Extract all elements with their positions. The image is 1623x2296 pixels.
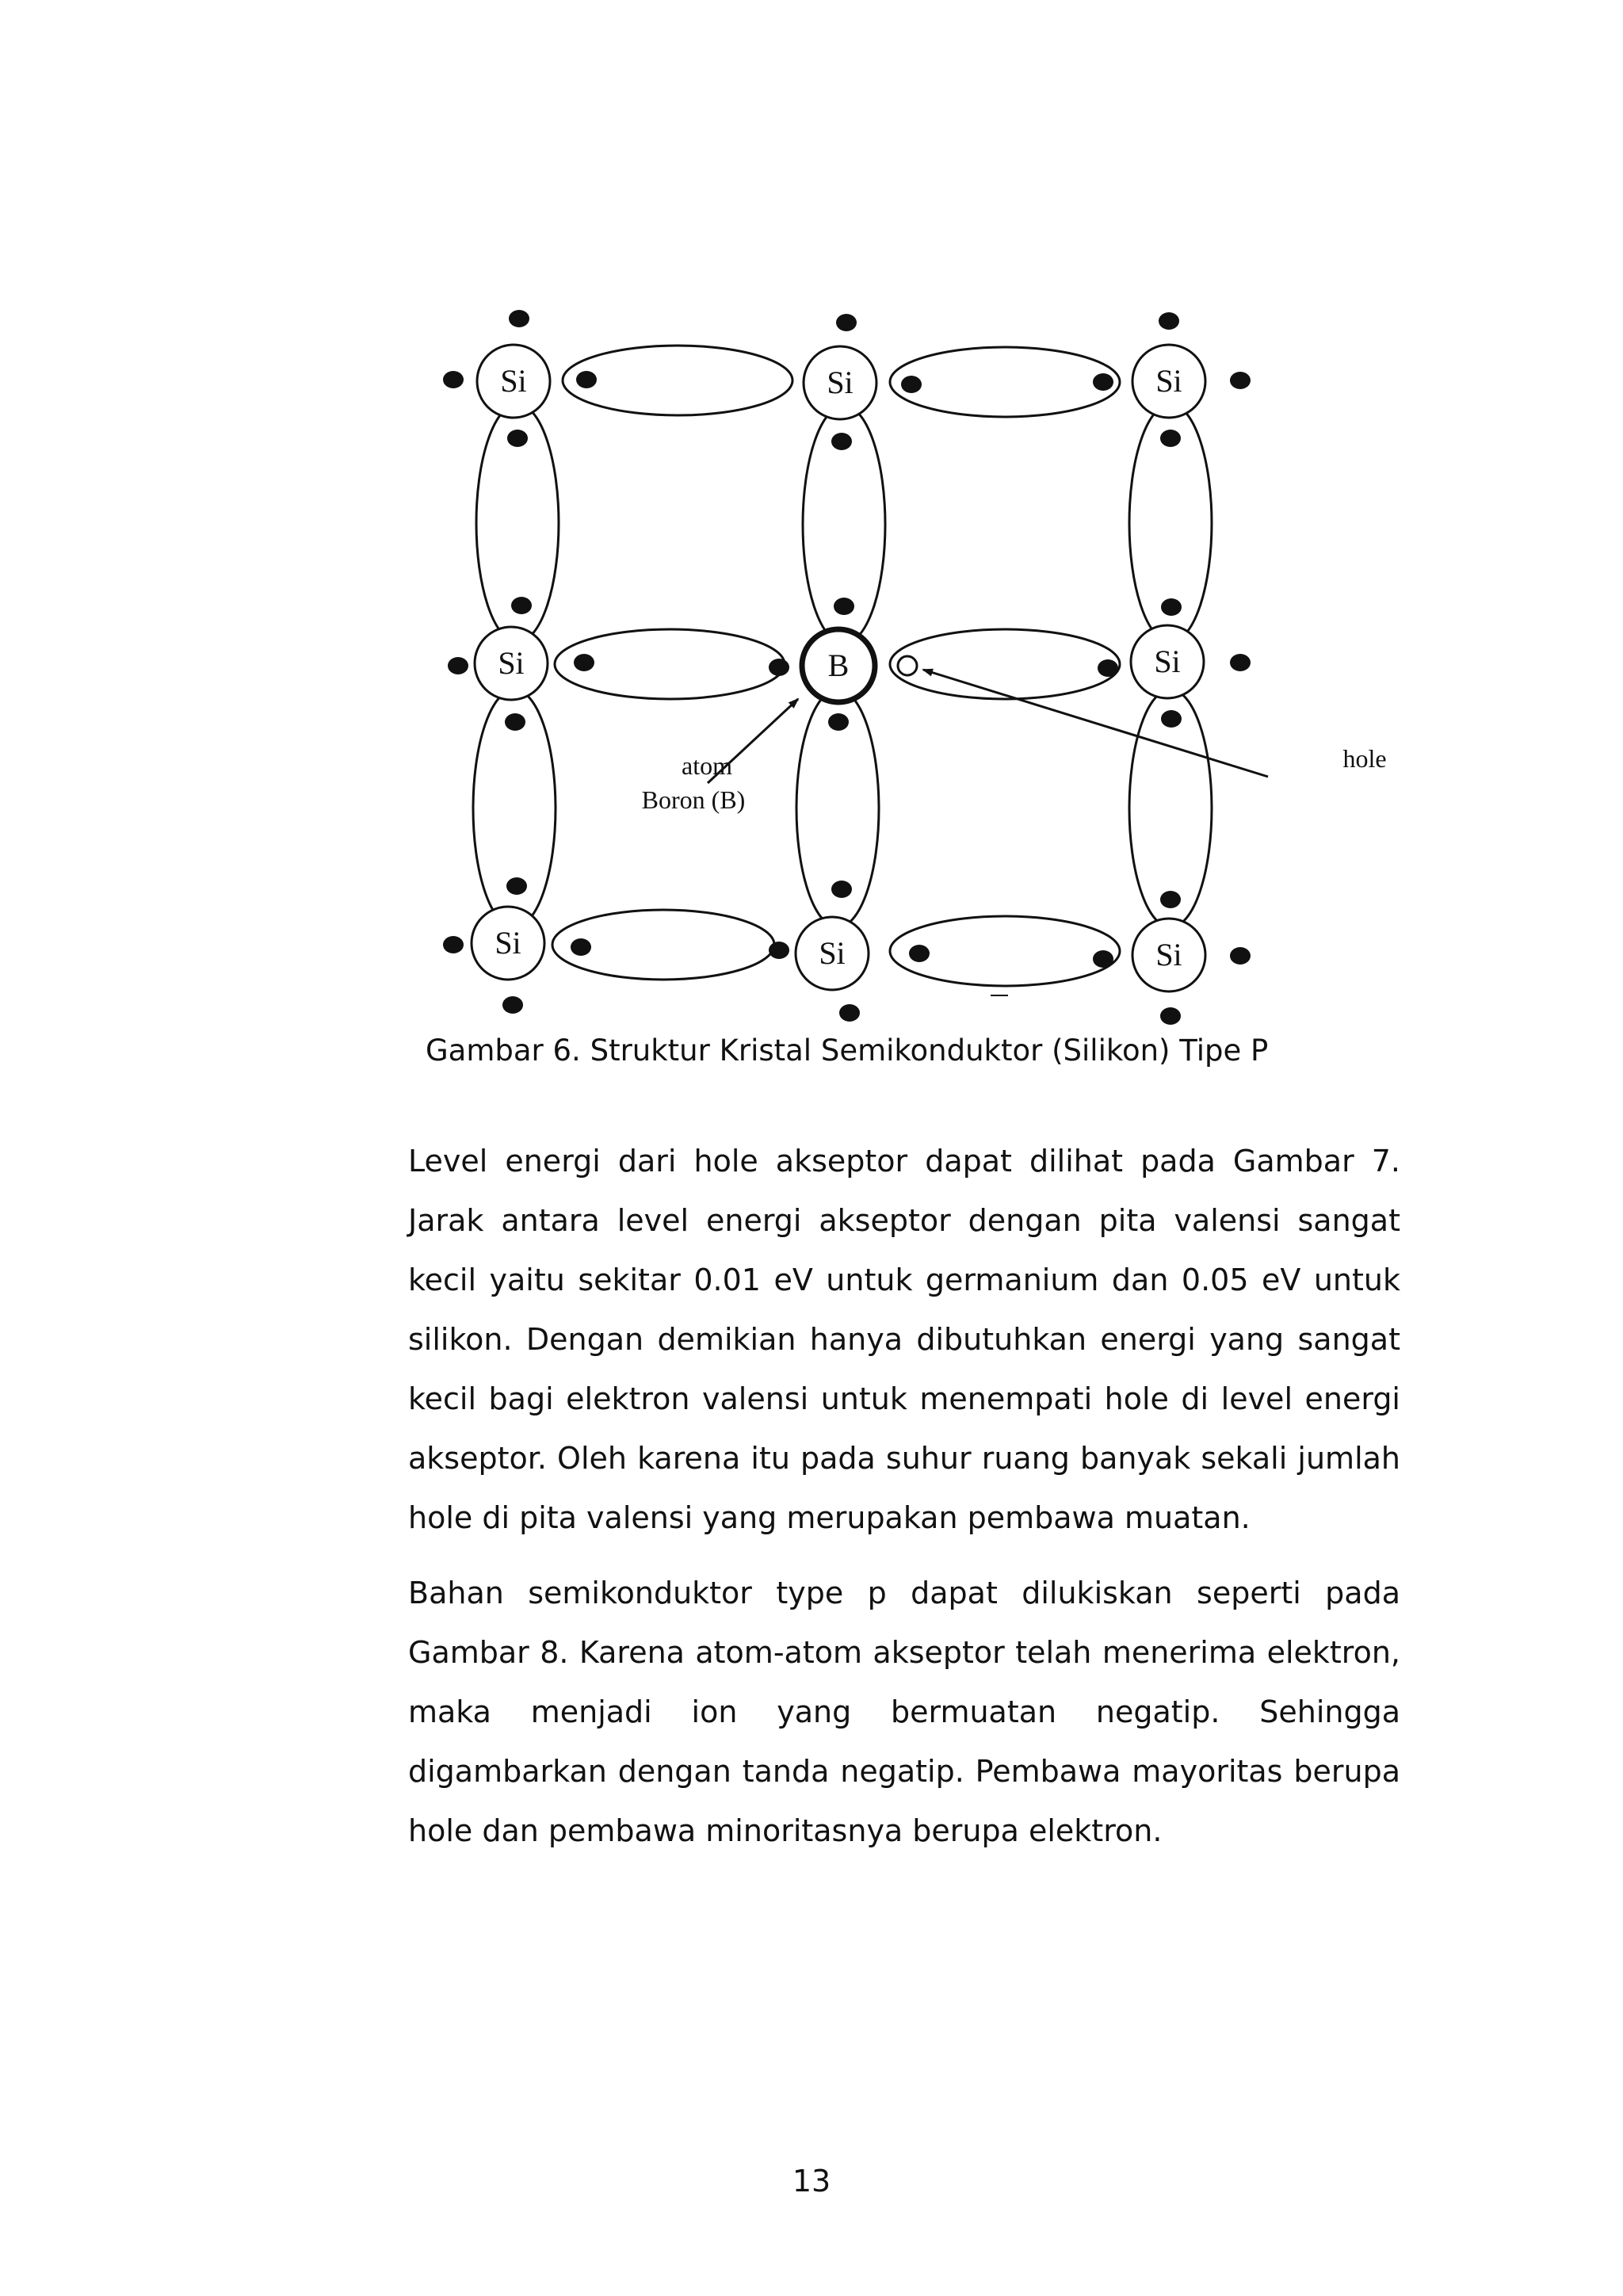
electron-dot xyxy=(511,597,532,614)
atom-label: Si xyxy=(819,935,846,971)
atom-label: Si xyxy=(495,925,521,961)
electron-dot xyxy=(901,376,922,393)
atom-boron xyxy=(802,629,875,702)
electron-dot xyxy=(576,371,597,388)
crystal-structure-diagram xyxy=(0,0,1623,1030)
electron-dot xyxy=(1098,659,1118,677)
atom-label: Si xyxy=(1155,363,1182,399)
atom-label: B xyxy=(827,648,850,683)
electron-dot xyxy=(1230,654,1251,671)
electron-dot xyxy=(834,598,854,615)
electron-dot xyxy=(574,654,594,671)
atom-si xyxy=(796,917,869,990)
electron-dot xyxy=(1230,947,1251,965)
page-number: 13 xyxy=(792,2164,831,2199)
electron-dot xyxy=(1160,430,1181,447)
electron-dot xyxy=(571,938,591,956)
body-paragraph: Level energi dari hole akseptor dapat dilihat pada Gambar 7. Jarak antara level energi akseptor dengan pita valensi sangat kecil yaitu sekitar 0.01 eV untuk germanium dan 0.05 eV untuk silikon. Dengan demikian hanya dibutuhkan energi yang sangat kecil bagi elektron valensi untuk menempati hole di level energi akseptor. Oleh karena itu pada suhur ruang banyak sekali jumlah hole di pita valensi yang merupakan pembawa muatan. xyxy=(408,1144,1400,1535)
electron-dot xyxy=(1160,1007,1181,1025)
electron-dot xyxy=(506,877,527,895)
hole-annotation: hole xyxy=(1342,744,1387,773)
atom-label: Si xyxy=(498,645,525,681)
electron-dot xyxy=(443,936,464,953)
atom-si xyxy=(1132,345,1205,418)
boron-annotation-line1: atom xyxy=(682,751,732,780)
electron-dot xyxy=(509,310,529,327)
electron-dot xyxy=(502,996,523,1014)
electron-dot xyxy=(1159,312,1179,330)
atom-label: Si xyxy=(827,365,854,400)
atom-si xyxy=(475,627,548,700)
atom-si xyxy=(1131,625,1204,698)
electron-dot xyxy=(836,314,857,331)
atom-si xyxy=(804,346,876,419)
electron-dot xyxy=(769,942,789,959)
bond-ellipse xyxy=(563,346,792,415)
electron-dot xyxy=(1093,373,1113,391)
electron-dot xyxy=(507,430,528,447)
atom-label: Si xyxy=(500,363,527,399)
boron-annotation-line2: Boron (B) xyxy=(641,785,746,814)
figure-caption: Gambar 6. Struktur Kristal Semikonduktor (Silikon) Tipe P xyxy=(426,1033,1269,1068)
body-paragraph: Bahan semikonduktor type p dapat dilukiskan seperti pada Gambar 8. Karena atom-atom akseptor telah menerima elektron, maka menjadi ion yang bermuatan negatip. Sehingga digambarkan dengan tanda negatip. Pembawa mayoritas berupa hole dan pembawa minoritasnya berupa elektron. xyxy=(408,1576,1400,1848)
atom-si xyxy=(1132,919,1205,991)
electron-dot xyxy=(1230,372,1251,389)
atom-label: Si xyxy=(1155,937,1182,972)
atom-si xyxy=(472,907,544,980)
bond-ellipse xyxy=(890,629,1120,699)
electron-dot xyxy=(828,713,849,731)
electron-dot xyxy=(839,1004,860,1022)
atom-label: Si xyxy=(1154,644,1181,679)
bond-ellipse xyxy=(890,347,1120,417)
electron-dot xyxy=(443,371,464,388)
electron-dot xyxy=(1161,710,1182,728)
electron-dot xyxy=(1160,891,1181,908)
electron-dot xyxy=(1093,950,1113,968)
hole-marker xyxy=(898,656,917,675)
electron-dot xyxy=(448,657,468,674)
electron-dot xyxy=(909,945,930,962)
electron-dot xyxy=(769,659,789,676)
electron-dot xyxy=(505,713,525,731)
atom-si xyxy=(477,345,550,418)
electron-dot xyxy=(831,881,852,898)
electron-dot xyxy=(1161,598,1182,616)
electron-dot xyxy=(831,433,852,450)
